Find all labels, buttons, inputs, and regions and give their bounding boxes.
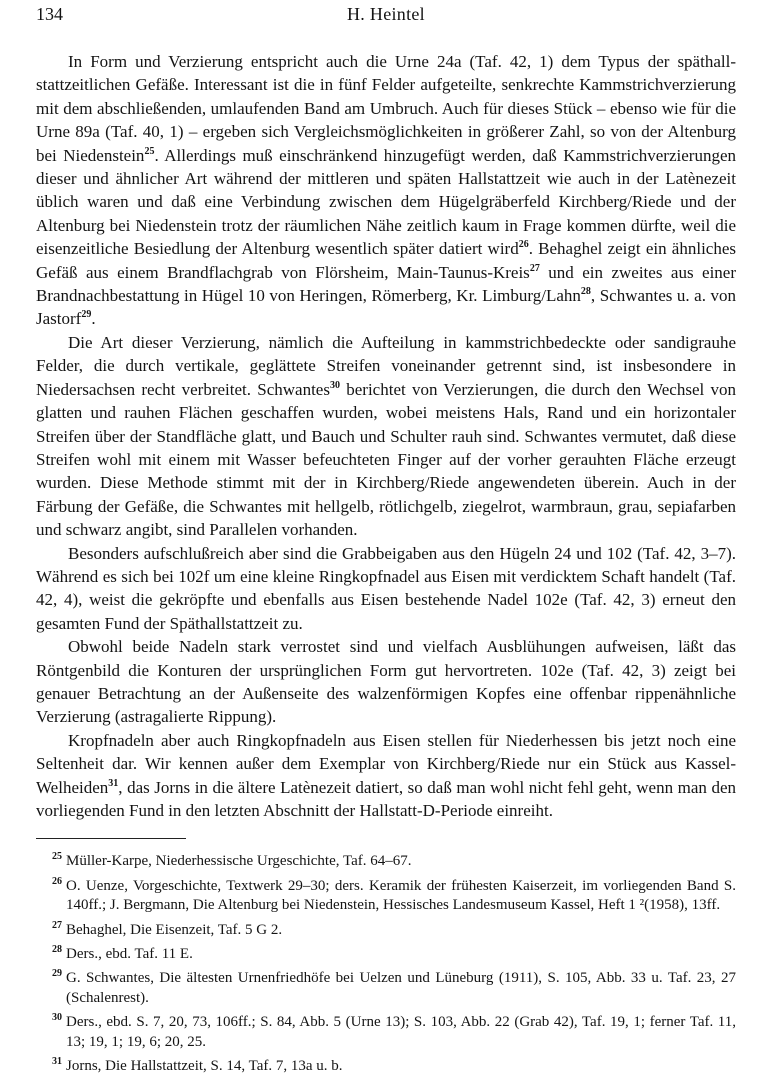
paragraph-text: . Allerdings muß einschränkend hinzugefügt werden, daß Kammstrichverzierungen dieser und ähnlicher Art während der mittleren und späten Hallstattzeit wie auch in der Latènezeit üblich waren und daß eine Verbindung zwischen dem Hügelgräberfeld Kirchberg/Riede und der Altenburg bei Niedenstein trotz der räumlichen Nähe zeitlich kaum in Frage kommen dürfte, weil die eisenzeitliche Besiedlung der Altenburg wesentlich später datiert wird [36, 145, 736, 259]
paragraph-text: berichtet von Verzierungen, die durch den Wechsel von glatten und rauhen Flächen geschaffen wurden, wobei meistens Hals, Rand und ein horizontaler Streifen über der Standfläche glatt, und Bauch und Schulter rauh sind. Schwantes vermutet, daß diese Streifen wohl mit einem mit Wasser befeuchteten Finger auf der vorher gerauhten Fläche erzeugt wurden. Diese Methode stimmt mit der in Kirchberg/Riede angewendeten überein. Auch in der Färbung der Gefäße, die Schwantes mit hellgelb, rötlichgelb, ziegelrot, warmbraun, grau, sepiafarben und schwarz angibt, sind Parallelen vorhanden. [36, 379, 736, 540]
paragraph-text: , das Jorns in die ältere Latènezeit datiert, so daß man wohl nicht fehl geht, wenn man den vorliegenden Fund in den letzten Abschnitt der Hallstatt-D-Periode einreiht. [36, 777, 736, 820]
paragraph [36, 542, 736, 636]
footnote-number: 29 [52, 968, 62, 980]
footnote-reference: 29 [81, 309, 92, 321]
footnote-reference: 31 [108, 777, 119, 789]
running-head: H. Heintel [347, 4, 425, 24]
footnote [36, 964, 736, 1008]
footnote-text: Müller-Karpe, Niederhessische Urgeschichte, Taf. 64–67. [66, 853, 412, 870]
footnote-number: 31 [52, 1056, 62, 1068]
paragraph-text: Besonders aufschlußreich aber sind die Grabbeigaben aus den Hügeln 24 und 102 (Taf. 42, 3–7). Während es sich bei 102f um eine kleine Ringkopfnadel aus Eisen mit verdicktem Schaft handelt (Taf. 42, 4), weist die gekröpfte und ebenfalls aus Eisen bestehende Nadel 102e (Taf. 42, 3) erneut den gesamten Fund der Späthallstattzeit zu. [36, 543, 736, 633]
footnote-text: O. Uenze, Vorgeschichte, Textwerk 29–30; ders. Keramik der frühesten Kaiserzeit, im vorliegenden Band S. 140ff.; J. Bergmann, Die Altenburg bei Niedenstein, Hessisches Landesmuseum Kassel, Heft 1 ²(1958), 13ff. [66, 877, 736, 914]
footnote-number: 27 [52, 919, 62, 931]
footnote-reference: 26 [518, 239, 529, 251]
footnote-text: Ders., ebd. Taf. 11 E. [66, 946, 193, 963]
page-header [36, 0, 736, 42]
footnote [36, 940, 736, 964]
footnote-text: G. Schwantes, Die ältesten Urnenfriedhöfe bei Uelzen und Lüneburg (1911), S. 105, Abb. 33 u. Taf. 23, 27 (Schalenrest). [66, 970, 736, 1006]
paragraph-text: und ein zweites aus einer Brandnachbestattung in Hügel 10 von Heringen, Römerberg, Kr. Limburg/Lahn [36, 262, 736, 306]
paragraph-text: , Schwantes u. a. von Jastorf [36, 286, 736, 329]
footnotes [36, 847, 736, 1076]
footnote [36, 872, 736, 916]
paragraph-text: Obwohl beide Nadeln stark verrostet sind und vielfach Ausblühungen aufweisen, läßt das Röntgenbild die Konturen der ursprünglichen Form gut hervortreten. 102e (Taf. 42, 3) zeigt bei genauer Betrachtung an der Außenseite des walzenförmigen Kopfes eine offenbar rippenähnliche Verzierung (astragalierte Rippung). [36, 637, 736, 727]
footnote-number: 28 [52, 944, 62, 956]
footnote-text: Ders., ebd. S. 7, 20, 73, 106ff.; S. 84, Abb. 5 (Urne 13); S. 103, Abb. 22 (Grab 42), Taf. 19, 1; ferner Taf. 11, 13; 19, 1; 19, 6; 20, 25. [66, 1014, 736, 1050]
footnote-number: 25 [52, 851, 62, 863]
paragraph-text: . [91, 309, 96, 329]
footnote-reference: 25 [144, 145, 155, 157]
paragraph [36, 50, 736, 331]
footnote-text: Behaghel, Die Eisenzeit, Taf. 5 G 2. [66, 921, 283, 938]
body-text [36, 50, 736, 822]
paragraph-text: Kropfnadeln aber auch Ringkopfnadeln aus Eisen stellen für Niederhessen bis jetzt noch eine Seltenheit dar. Wir kennen außer dem Exemplar von Kirchberg/Riede nur ein Stück aus Kassel-Welheiden [36, 730, 736, 797]
footnote [36, 1052, 736, 1076]
footnote-reference: 30 [329, 379, 340, 391]
footnote-number: 30 [52, 1012, 62, 1024]
paragraph [36, 635, 736, 729]
paragraph [36, 729, 736, 823]
footnote-separator [36, 838, 186, 839]
paragraph-text: In Form und Verzierung entspricht auch die Urne 24a (Taf. 42, 1) dem Typus der späthallstattzeitlichen Gefäße. Interessant ist die in fünf Felder aufgeteilte, senkrechte Kammstrichverzierung mit dem abschließenden, umlaufenden Band am Umbruch. Auch für dieses Stück – ebenso wie für die Urne 89a (Taf. 40, 1) – ergeben sich Vergleichsmöglichkeiten in größerer Zahl, so von der Altenburg bei Niedenstein [36, 52, 736, 165]
paragraph [36, 331, 736, 542]
footnote-number: 26 [52, 875, 62, 887]
footnote-reference: 27 [529, 262, 540, 274]
footnote-text: Jorns, Die Hallstattzeit, S. 14, Taf. 7, 13a u. b. [66, 1058, 343, 1075]
paragraph-text: . Behaghel zeigt ein ähnliches Gefäß aus einem Brandflachgrab von Flörsheim, Main-Taunus-Kreis [36, 239, 737, 282]
footnote-reference: 28 [580, 286, 591, 298]
page-number: 134 [36, 4, 63, 24]
footnote [36, 916, 736, 940]
footnote [36, 847, 736, 871]
paragraph-text: Die Art dieser Verzierung, nämlich die Aufteilung in kammstrichbedeckte oder sandigrauhe Felder, die durch vertikale, geglättete Streifen voneinander getrennt sind, ist insbesondere in Niedersachsen recht verbreitet. Schwantes [36, 332, 736, 399]
footnote [36, 1008, 736, 1052]
